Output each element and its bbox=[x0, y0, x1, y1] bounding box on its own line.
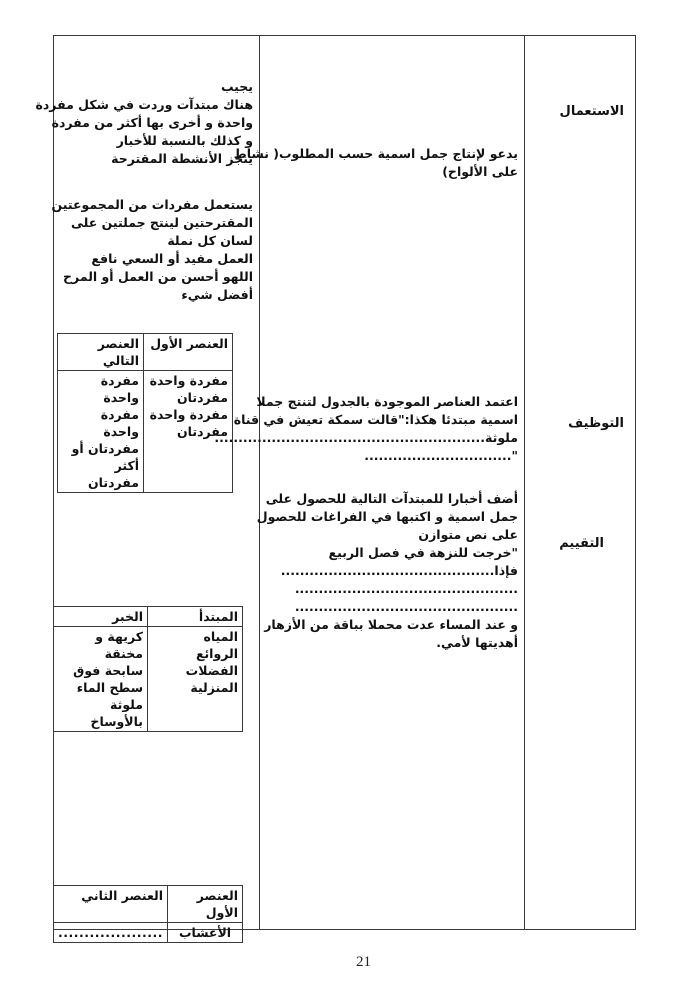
table1-header-first: العنصر الأول bbox=[144, 334, 233, 371]
fill-blank-line-2: ............................................... bbox=[294, 581, 518, 596]
subject-predicate-table bbox=[53, 606, 243, 732]
learner-usage-block: يستعمل مفردات من المجموعتين المقترحتين لينتج جملتين على لسان كل نملة العمل مفيد أو السعي نافع اللهو أحسن من العمل أو المرح أفضل شيء bbox=[51, 197, 253, 302]
fill-blank-line-3: ............................................... bbox=[294, 599, 518, 614]
learner-answer-block: يجيب هناك مبتدآت وردت في شكل مفردة واحدة و أخرى بها أكثر من مفردة و كذلك بالنسبة للأخبار ينجز الأنشطة المقترحة bbox=[35, 79, 253, 166]
table1-header-second: العنصر التالي bbox=[58, 334, 144, 371]
elements-count-table bbox=[57, 333, 233, 493]
employment-instruction: اعتمد العناصر الموجودة بالجدول لتنتج جملا اسمية مبتدئا هكذا:"قالت سمكة تعيش في قناة ملوثة......................................................... "............................... bbox=[214, 394, 518, 463]
table2-header-subject: المبتدأ bbox=[148, 607, 243, 627]
table1-col-first: مفردة واحدة مفردتان مفردة واحدة مفردتان bbox=[144, 371, 233, 493]
fill-blank-line-1: فإذا............................................. bbox=[280, 563, 518, 578]
column-divider-right bbox=[524, 35, 525, 930]
evaluation-instruction: أضف أخبارا للمبتدآت التالية للحصول على جمل اسمية و اكتبها في الفراغات للحصول على نص متوازن "خرجت للنزهة في فصل الربيع فإذا............................................. ............................................... ............................................... و عند المساء عدت محملا بباقة من الأزهار أهديتها لأمي. bbox=[256, 491, 518, 650]
table3-cell-first: الأعشاب bbox=[167, 923, 242, 943]
table3-header-second: العنصر الثاني bbox=[54, 886, 168, 923]
stage-label-employment: التوظيف bbox=[568, 416, 624, 431]
table2-header-predicate: الخبر bbox=[54, 607, 148, 627]
elements-blank-table bbox=[53, 885, 243, 943]
table1-col-second: مفردة واحدة مفردة واحدة مفردتان أو أكثر مفردتان bbox=[58, 371, 144, 493]
page-number: 21 bbox=[356, 954, 371, 970]
table3-header-first: العنصر الأول bbox=[167, 886, 242, 923]
usage-instruction: يدعو لإنتاج جمل اسمية حسب المطلوب( نشاط على الألواح) bbox=[233, 146, 518, 179]
stage-label-evaluation: التقييم bbox=[559, 536, 604, 551]
table2-col-predicate: كريهة و مخنقة سابحة فوق سطح الماء ملوثة بالأوساخ bbox=[54, 627, 148, 732]
stage-label-usage: الاستعمال bbox=[559, 104, 624, 119]
table3-cell-blank: .................... bbox=[54, 923, 168, 943]
table2-col-subject: المياه الروائع الفضلات المنزلية bbox=[148, 627, 243, 732]
